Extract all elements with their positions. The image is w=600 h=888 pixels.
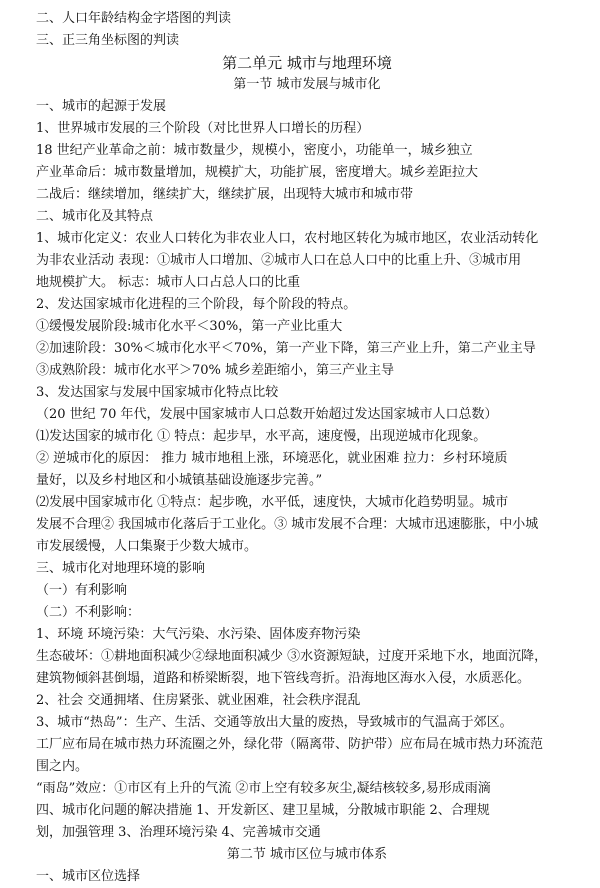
text-line: 划，加强管理 3、治理环境污染 4、完善城市交通 [36, 825, 321, 840]
text-line: 发展不合理② 我国城市化落后于工业化。③ 城市发展不合理：大城市迅速膨胀，中小城 [36, 517, 539, 532]
text-line: ③成熟阶段：城市化水平＞70% 城乡差距缩小，第三产业主导 [36, 363, 395, 378]
text-line: 2、发达国家城市化进程的三个阶段，每个阶段的特点。 [36, 297, 357, 312]
text-line: ⑵发展中国家城市化 ①特点：起步晚，水平低，速度快，大城市化趋势明显。城市 [36, 495, 509, 510]
text-line: 建筑物倾斜甚倒塌，道路和桥梁断裂，地下管线弯折。沿海地区海水入侵，水质恶化。 [36, 671, 531, 686]
text-line: ①缓慢发展阶段:城市化水平＜30%，第一产业比重大 [36, 319, 343, 334]
text-line: 地规模扩大。 标志：城市人口占总人口的比重 [36, 275, 301, 290]
text-line: 为非农业活动 表现：①城市人口增加、②城市人口在总人口中的比重上升、③城市用 [36, 253, 522, 268]
text-line: 1、环境 环境污染：大气污染、水污染、固体废弃物污染 [36, 627, 361, 642]
text-line: 市发展缓慢，人口集聚于少数大城市。 [36, 539, 258, 554]
text-line: 四、城市化问题的解决措施 1、开发新区、建卫星城，分散城市职能 2、合理规 [36, 803, 490, 818]
section-heading: 第二节 城市区位与城市体系 [226, 847, 388, 862]
text-line: ②加速阶段：30%＜城市化水平＜70%，第一产业下降，第三产业上升，第二产业主导 [36, 341, 536, 356]
text-line: 二、人口年龄结构金字塔图的判读 [36, 11, 232, 26]
text-line: 3、城市“热岛”：生产、生活、交通等放出大量的废热，导致城市的气温高于郊区。 [36, 715, 513, 730]
text-line: 3、发达国家与发展中国家城市化特点比较 [36, 385, 279, 400]
text-line: 三、城市化对地理环境的影响 [36, 561, 206, 576]
text-line: （20 世纪 70 年代，发展中国家城市人口总数开始超过发达国家城市人口总数） [36, 407, 498, 422]
text-line: 三、正三角坐标图的判读 [36, 33, 180, 48]
text-line: 一、城市区位选择 [36, 869, 141, 884]
text-line: 量好，以及乡村地区和小城镇基础设施逐步完善。” [36, 473, 323, 488]
text-line: 1、世界城市发展的三个阶段（对比世界人口增长的历程） [36, 121, 370, 136]
section-heading: 第一节 城市发展与城市化 [233, 77, 381, 92]
text-line: 工厂应布局在城市热力环流圈之外，绿化带（隔离带、防护带）应布局在城市热力环流范 [36, 737, 544, 752]
section-heading: 第二单元 城市与地理环境 [222, 54, 392, 72]
text-line: 二战后：继续增加，继续扩大，继续扩展，出现特大城市和城市带 [36, 187, 414, 202]
text-line: （二）不利影响： [36, 605, 141, 620]
text-line: ② 逆城市化的原因： 推力 城市地租上涨，环境恶化，就业困难 拉力：乡村环境质 [36, 451, 508, 466]
text-line: 2、社会 交通拥堵、住房紧张、就业困难，社会秩序混乱 [36, 693, 361, 708]
text-line: “雨岛”效应：①市区有上升的气流 ②市上空有较多灰尘,凝结核较多,易形成雨滴 [36, 781, 491, 796]
text-line: 18 世纪产业革命之前：城市数量少，规模小，密度小，功能单一，城乡独立 [36, 143, 473, 158]
text-line: 二、城市化及其特点 [36, 209, 154, 224]
text-line: 一、城市的起源于发展 [36, 99, 167, 114]
text-line: 1、城市化定义：农业人口转化为非农业人口，农村地区转化为城市地区，农业活动转化 [36, 231, 539, 246]
text-line: ⑴发达国家的城市化 ① 特点：起步早，水平高，速度慢，出现逆城市化现象。 [36, 429, 487, 444]
text-line: 围之内。 [36, 759, 89, 774]
text-line: 生态破坏：①耕地面积减少②绿地面积减少 ③水资源短缺，过度开采地下水，地面沉降， [36, 649, 548, 664]
text-line: （一）有利影响 [36, 583, 128, 598]
text-line: 产业革命后：城市数量增加，规模扩大，功能扩展，密度增大。城乡差距拉大 [36, 165, 479, 180]
